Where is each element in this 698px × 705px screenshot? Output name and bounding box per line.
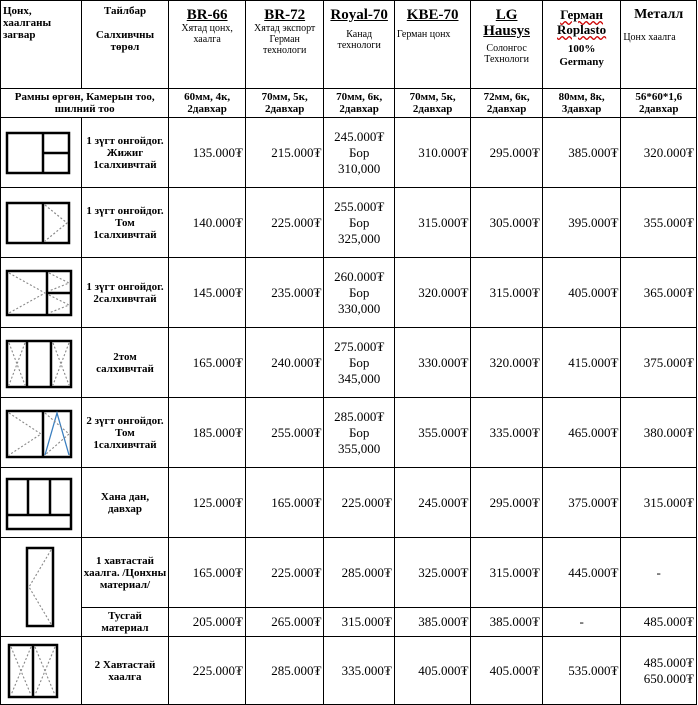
- price-cell: 335.000₮: [324, 637, 394, 705]
- price-cell: -: [542, 608, 621, 637]
- brand-desc: Солонгос Технологи: [484, 43, 529, 65]
- price-cell: [324, 258, 394, 328]
- price-cell: 185.000₮: [169, 398, 246, 468]
- spec-value: 72мм, 6к, 2давхар: [471, 89, 542, 118]
- price-cell: 405.000₮: [542, 258, 621, 328]
- price-cell: 485.000₮: [621, 608, 697, 637]
- header-description-sub: Салхивчны төрөл: [95, 29, 155, 53]
- price-cell: 140.000₮: [169, 188, 246, 258]
- window-icon-cell: [1, 118, 82, 188]
- window-wall-grid-icon: [3, 475, 75, 531]
- table-row: [1, 258, 697, 328]
- price-cell: 375.000₮: [621, 328, 697, 398]
- price-cell: 125.000₮: [169, 468, 246, 538]
- price-cell: [324, 398, 394, 468]
- row-description: 1 хавтастай хаалга. /Цонхны материал/: [81, 538, 169, 608]
- row-description: 2 Хавтастай хаалга: [81, 637, 169, 705]
- brand-name: Металл: [634, 7, 684, 22]
- spec-label: Рамны өргөн, Камерын тоо, шилний тоо: [1, 89, 169, 118]
- price-cell: 395.000₮: [542, 188, 621, 258]
- row-description: 2 зүгт онгойдог. Том 1салхивчтай: [81, 398, 169, 468]
- price-cell: 375.000₮: [542, 468, 621, 538]
- brand-desc: 100% Germany: [559, 43, 604, 68]
- price-cell: -: [621, 538, 697, 608]
- price-cell: 315.000₮: [394, 188, 471, 258]
- price-cell: 285.000₮: [245, 637, 324, 705]
- price-cell: 295.000₮: [471, 468, 542, 538]
- price-value: Бор: [348, 144, 370, 160]
- spec-row: [1, 89, 697, 118]
- price-cell: 465.000₮: [542, 398, 621, 468]
- window-icon-cell: [1, 637, 82, 705]
- price-cell: 135.000₮: [169, 118, 246, 188]
- price-cell: 385.000₮: [471, 608, 542, 637]
- price-cell: 445.000₮: [542, 538, 621, 608]
- window-icon-cell: [1, 328, 82, 398]
- price-value: 275.000₮: [334, 338, 385, 354]
- header-brand-br72: [245, 1, 324, 89]
- table-row: [1, 608, 697, 637]
- price-cell: 315.000₮: [471, 258, 542, 328]
- price-cell: 245.000₮: [394, 468, 471, 538]
- price-value: 345,000: [338, 370, 381, 386]
- price-cell: 255.000₮: [245, 398, 324, 468]
- brand-desc: Цонх хаалга: [623, 32, 676, 43]
- header-brand-roplasto: [542, 1, 621, 89]
- header-window-design: Цонх, хаалганы загвар: [1, 1, 82, 89]
- price-cell: 355.000₮: [621, 188, 697, 258]
- row-description: 2том салхивчтай: [81, 328, 169, 398]
- price-value: 285.000₮: [334, 408, 385, 424]
- price-cell: 225.000₮: [245, 538, 324, 608]
- price-value: 260.000₮: [334, 268, 385, 284]
- price-cell: 265.000₮: [245, 608, 324, 637]
- brand-name: BR-66: [186, 7, 228, 23]
- price-cell: 385.000₮: [394, 608, 471, 637]
- price-cell: 215.000₮: [245, 118, 324, 188]
- price-cell: 320.000₮: [394, 258, 471, 328]
- brand-name: LG Hausys: [483, 7, 530, 39]
- table-row: [1, 328, 697, 398]
- window-icon-cell: [1, 398, 82, 468]
- price-cell: 405.000₮: [471, 637, 542, 705]
- brand-name: BR-72: [264, 7, 306, 23]
- spec-value: 70мм, 5к, 2давхар: [245, 89, 324, 118]
- price-cell: 320.000₮: [621, 118, 697, 188]
- price-value: 330,000: [338, 300, 381, 316]
- price-cell: 305.000₮: [471, 188, 542, 258]
- brand-name: Герман Roplasto: [557, 7, 607, 37]
- header-brand-royal70: [324, 1, 394, 89]
- price-cell: [324, 328, 394, 398]
- spec-value: 60мм, 4к, 2давхар: [169, 89, 246, 118]
- spec-value: 70мм, 5к, 2давхар: [394, 89, 471, 118]
- window-icon-cell: [1, 258, 82, 328]
- spec-value: 70мм, 6к, 2давхар: [324, 89, 394, 118]
- table-row: [1, 188, 697, 258]
- spec-value: 80мм, 8к, 3давхар: [542, 89, 621, 118]
- price-cell: 240.000₮: [245, 328, 324, 398]
- window-two-vent-icon: [3, 265, 75, 321]
- price-cell: 315.000₮: [324, 608, 394, 637]
- brand-desc: Канад технологи: [337, 29, 381, 51]
- price-value: 355,000: [338, 440, 381, 456]
- price-cell: 235.000₮: [245, 258, 324, 328]
- table-row: [1, 538, 697, 608]
- spec-value: 56*60*1,6 2давхар: [621, 89, 697, 118]
- row-description: 1 зүгт онгойдог. Жижиг 1салхивчтай: [81, 118, 169, 188]
- price-value: 650.000₮: [643, 670, 694, 686]
- brand-desc: Герман цонх: [396, 29, 451, 40]
- price-cell: 415.000₮: [542, 328, 621, 398]
- price-cell: 315.000₮: [621, 468, 697, 538]
- price-cell: 145.000₮: [169, 258, 246, 328]
- window-icon-cell: [1, 188, 82, 258]
- price-cell: 295.000₮: [471, 118, 542, 188]
- price-cell: 205.000₮: [169, 608, 246, 637]
- brand-desc: Хятад экспорт Герман технологи: [254, 23, 316, 56]
- table-row: [1, 468, 697, 538]
- header-description: [81, 1, 169, 89]
- header-brand-br66: [169, 1, 246, 89]
- window-large-vent-icon: [3, 195, 75, 251]
- window-tilt-turn-icon: [3, 405, 75, 461]
- price-cell: 225.000₮: [169, 637, 246, 705]
- price-cell: 535.000₮: [542, 637, 621, 705]
- price-cell: 165.000₮: [169, 538, 246, 608]
- header-brand-metal: [621, 1, 697, 89]
- window-icon-cell: [1, 468, 82, 538]
- single-door-icon: [3, 542, 75, 632]
- price-value: 485.000₮: [643, 654, 694, 670]
- price-cell: 380.000₮: [621, 398, 697, 468]
- brand-name: Royal-70: [330, 7, 388, 23]
- price-value: 245.000₮: [334, 128, 385, 144]
- price-cell: 165.000₮: [245, 468, 324, 538]
- row-description: 1 зүгт онгойдог. Том 1салхивчтай: [81, 188, 169, 258]
- price-cell: 315.000₮: [471, 538, 542, 608]
- price-cell: 365.000₮: [621, 258, 697, 328]
- price-value: Бор: [348, 354, 370, 370]
- row-description: Тусгай материал: [81, 608, 169, 637]
- price-cell: 405.000₮: [394, 637, 471, 705]
- header-row: [1, 1, 697, 89]
- price-cell: 330.000₮: [394, 328, 471, 398]
- price-value: 310,000: [338, 160, 381, 176]
- double-door-icon: [3, 641, 75, 701]
- brand-name: KBE-70: [406, 7, 459, 23]
- price-cell: 355.000₮: [394, 398, 471, 468]
- price-cell: 335.000₮: [471, 398, 542, 468]
- price-cell: 325.000₮: [394, 538, 471, 608]
- window-two-large-vent-icon: [3, 335, 75, 391]
- price-cell: [621, 637, 697, 705]
- price-cell: 225.000₮: [324, 468, 394, 538]
- price-value: 325,000: [338, 230, 381, 246]
- table-row: [1, 118, 697, 188]
- header-brand-kbe70: [394, 1, 471, 89]
- header-description-title: Тайлбар: [103, 5, 147, 17]
- price-value: 255.000₮: [334, 198, 385, 214]
- window-icon-cell: [1, 538, 82, 637]
- price-cell: 285.000₮: [324, 538, 394, 608]
- table-row: [1, 398, 697, 468]
- price-cell: [324, 188, 394, 258]
- price-value: Бор: [348, 284, 370, 300]
- brand-desc: Хятад цонх, хаалга: [181, 23, 233, 45]
- header-brand-lg-hausys: [471, 1, 542, 89]
- price-cell: 385.000₮: [542, 118, 621, 188]
- price-cell: [324, 118, 394, 188]
- price-value: Бор: [348, 214, 370, 230]
- row-description: Хана дан, давхар: [81, 468, 169, 538]
- row-description: 1 зүгт онгойдог. 2салхивчтай: [81, 258, 169, 328]
- table-row: [1, 637, 697, 705]
- price-cell: 165.000₮: [169, 328, 246, 398]
- price-cell: 225.000₮: [245, 188, 324, 258]
- window-small-vent-icon: [3, 125, 75, 181]
- price-cell: 320.000₮: [471, 328, 542, 398]
- price-value: Бор: [348, 424, 370, 440]
- price-cell: 310.000₮: [394, 118, 471, 188]
